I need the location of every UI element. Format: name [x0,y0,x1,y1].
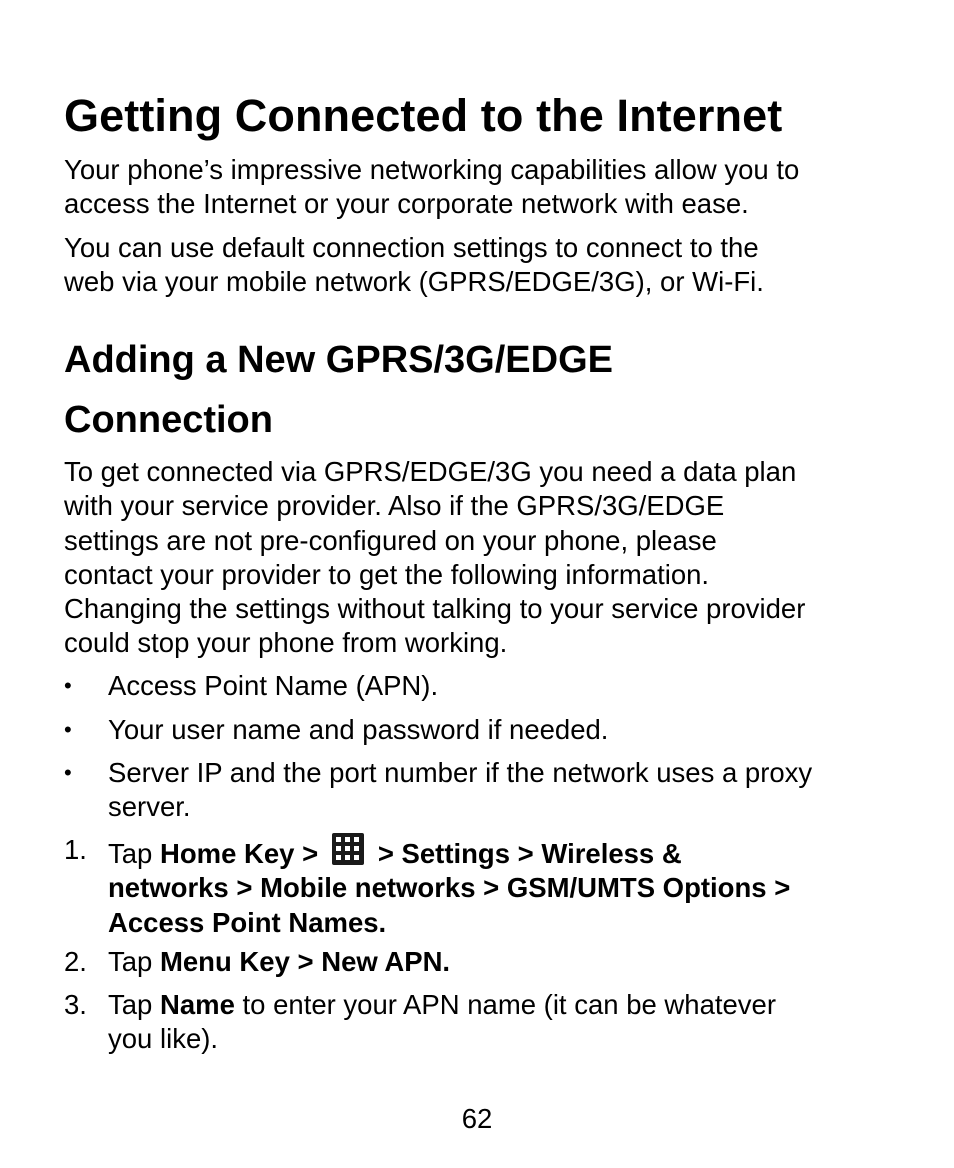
step-1-settings-path: > Settings > Wireless & [377,838,682,869]
bullet-text: Your user name and password if needed. [108,714,609,745]
body-line5: Changing the settings without talking to your service provider [64,593,806,625]
body-paragraph [64,455,884,661]
apps-grid-icon [332,833,364,865]
step-2-tap: Tap [108,946,160,977]
bullet-marker: • [64,673,72,698]
intro-p1-line1: Your phone’s impressive networking capabilities allow you to [64,154,800,185]
step-3-line2: you like). [108,1023,219,1055]
step-number: 1. [64,834,87,865]
intro-paragraph-1 [64,153,884,222]
page-title: Getting Connected to the Internet [64,90,783,141]
body-line1: To get connected via GPRS/EDGE/3G you need a data plan [64,456,797,487]
step-3-rest: to enter your APN name (it can be whatever [234,989,777,1020]
body-line4: contact your provider to get the following information. [64,558,710,590]
intro-p1-line2: access the Internet or your corporate network with ease. [64,188,749,220]
section-heading [64,330,613,450]
bullet-text-line1: Server IP and the port number if the network uses a proxy [108,757,813,788]
step-1-home-key: Home Key > [159,838,326,869]
intro-p2-line1: You can use default connection settings to connect to the [64,232,759,263]
step-3-tap: Tap [108,989,160,1020]
bullet-marker: • [64,717,72,742]
section-heading-line1: Adding a New GPRS/3G/EDGE [64,339,613,381]
body-line6: could stop your phone from working. [64,627,508,659]
step-number: 2. [64,946,87,977]
step-2-menu-path: Menu Key > New APN. [159,946,451,977]
step-text [108,833,884,940]
step-number: 3. [64,989,87,1020]
step-text [108,945,884,979]
bullet-marker: • [64,760,72,785]
step-3-name-field: Name [159,989,235,1020]
page-number: 62 [461,1103,493,1134]
section-heading-line2: Connection [64,399,273,441]
intro-p2-line2: web via your mobile network (GPRS/EDGE/3G), or Wi-Fi. [64,266,764,298]
body-line3: settings are not pre-configured on your phone, please [64,524,717,556]
intro-paragraph-2 [64,231,884,300]
step-text [108,988,884,1057]
body-line2: with your service provider. Also if the GPRS/3G/EDGE [64,490,725,522]
bullet-text [108,756,884,825]
bullet-text-line2: server. [108,791,191,823]
bullet-text: Access Point Name (APN). [108,670,439,701]
step-1-line3: Access Point Names. [108,906,387,938]
step-1-tap: Tap [108,838,160,869]
step-1-line2: networks > Mobile networks > GSM/UMTS Options > [108,872,791,904]
